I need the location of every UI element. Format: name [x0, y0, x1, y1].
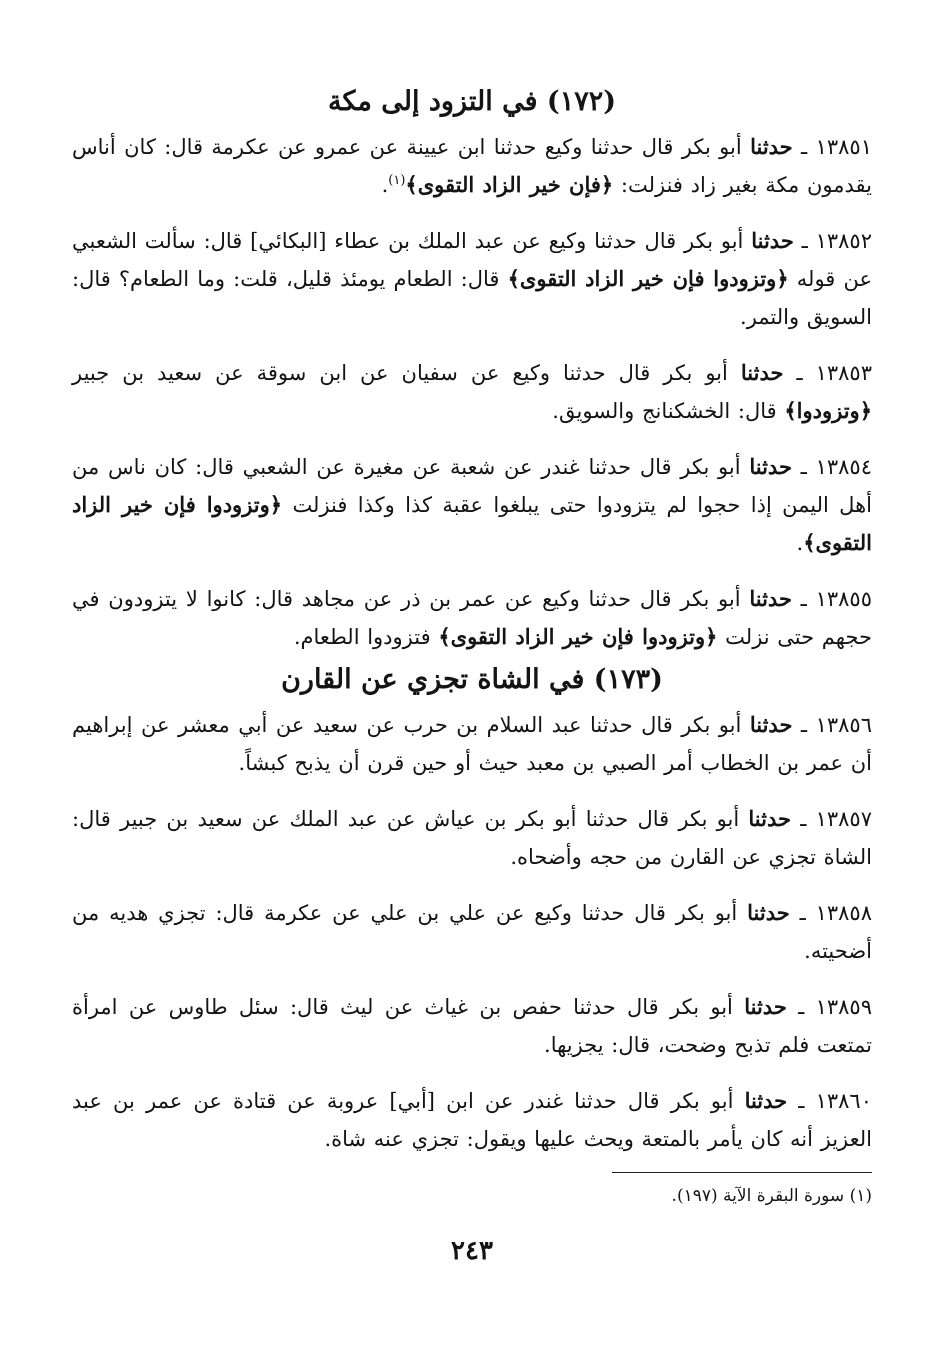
- hadith-tail: .: [381, 173, 389, 197]
- hadith-13858: ١٣٨٥٨ ـ حدثنا أبو بكر قال حدثنا وكيع عن علي بن علي عن عكرمة قال: تجزي هديه من أضحيته.: [72, 900, 872, 963]
- hadith-opening: حدثنا: [750, 134, 793, 159]
- hadith-13857: ١٣٨٥٧ ـ حدثنا أبو بكر قال حدثنا أبو بكر بن عياش عن عبد الملك عن سعيد بن جبير قال: الشاة تجزي عن القارن من حجه وأضحاه.: [72, 806, 872, 869]
- hadith-13859: ١٣٨٥٩ ـ حدثنا أبو بكر قال حدثنا حفص بن غياث عن ليث قال: سئل طاوس عن امرأة تمتعت فلم تذبح وضحت، قال: يجزيها.: [72, 994, 872, 1057]
- hadith-opening: حدثنا: [748, 806, 791, 831]
- page-number: ٢٤٣: [451, 1236, 493, 1266]
- hadith-number: ١٣٨٥٥: [815, 587, 872, 611]
- quran-quote: ﴿وتزودوا فإن خير الزاد التقوى﴾: [438, 624, 718, 649]
- hadith-number: ١٣٨٥٦: [815, 713, 872, 737]
- hadith-text: أبو بكر قال حدثنا وكيع عن سفيان عن ابن سوقة عن سعيد بن جبير: [72, 361, 728, 385]
- hadith-tail: قال: الطعام يومئذ قليل، قلت: وما الطعام؟ قال: السويق والتمر.: [72, 267, 872, 329]
- hadith-13856: ١٣٨٥٦ ـ حدثنا أبو بكر قال حدثنا عبد السلام بن حرب عن سعيد عن أبي معشر عن إبراهيم أن عمر بن الخطاب أمر الصبي بن معبد حيث أو حين قرن أن يذبح كبشاً.: [72, 712, 872, 775]
- hadith-13853: ١٣٨٥٣ ـ حدثنا أبو بكر قال حدثنا وكيع عن سفيان عن ابن سوقة عن سعيد بن جبير ﴿وتزودوا﴾ قال: الخشكنانج والسويق.: [72, 360, 872, 423]
- hadith-text: أبو بكر قال حدثنا وكيع عن عمر بن ذر عن مجاهد قال: كانوا لا يتزودون في حجهم حتى نزلت: [72, 587, 872, 649]
- hadith-number: ١٣٨٥٣: [815, 361, 872, 385]
- hadith-number: ١٣٨٥١: [815, 135, 872, 159]
- quran-quote: ﴿وتزودوا﴾: [784, 398, 872, 423]
- hadith-number: ١٣٨٥٨: [815, 901, 872, 925]
- hadith-opening: حدثنا: [751, 228, 794, 253]
- hadith-number: ١٣٨٦٠: [815, 1089, 872, 1113]
- hadith-text: أبو بكر قال حدثنا غندر عن شعبة عن مغيرة عن الشعبي قال: كان ناس من أهل اليمن إذا حجوا لم يتزودوا حتى يبلغوا عقبة كذا وكذا فنزلت: [72, 455, 872, 517]
- hadith-number: ١٣٨٥٧: [815, 807, 872, 831]
- hadith-text: أبو بكر قال حدثنا غندر عن ابن [أبي] عروبة عن قتادة عن عمر بن عبد العزيز أنه كان يأمر بالمتعة ويحث عليها ويقول: تجزي عنه شاة.: [72, 1089, 872, 1151]
- hadith-opening: حدثنا: [749, 454, 792, 479]
- hadith-text: أبو بكر قال حدثنا أبو بكر بن عياش عن عبد الملك عن سعيد بن جبير قال: الشاة تجزي عن القارن من حجه وأضحاه.: [72, 807, 872, 869]
- quran-quote: ﴿فإن خير الزاد التقوى﴾: [405, 172, 614, 197]
- hadith-opening: حدثنا: [749, 586, 792, 611]
- section-heading-172: (١٧٢) في التزود إلى مكة: [328, 86, 616, 117]
- footnote-ref: (١): [388, 173, 406, 188]
- page-body: [72, 82, 872, 1176]
- hadith-number: ١٣٨٥٢: [815, 229, 872, 253]
- quran-quote: ﴿وتزودوا فإن خير الزاد التقوى﴾: [507, 266, 789, 291]
- hadith-text: أبو بكر قال حدثنا وكيع عن عبد الملك بن عطاء [البكائي] قال: سألت الشعبي عن قوله: [72, 229, 872, 291]
- hadith-13860: ١٣٨٦٠ ـ حدثنا أبو بكر قال حدثنا غندر عن ابن [أبي] عروبة عن قتادة عن عمر بن عبد العزيز أنه كان يأمر بالمتعة ويحث عليها ويقول: تجزي عنه شاة.: [72, 1088, 872, 1151]
- hadith-number: ١٣٨٥٤: [815, 455, 872, 479]
- footnote-divider: [612, 1172, 872, 1173]
- hadith-text: أبو بكر قال حدثنا حفص بن غياث عن ليث قال: سئل طاوس عن امرأة تمتعت فلم تذبح وضحت، قال: يجزيها.: [72, 995, 872, 1057]
- hadith-tail: .: [796, 531, 804, 555]
- hadith-opening: حدثنا: [744, 994, 787, 1019]
- hadith-text: أبو بكر قال حدثنا عبد السلام بن حرب عن سعيد عن أبي معشر عن إبراهيم أن عمر بن الخطاب أمر الصبي بن معبد حيث أو حين قرن أن يذبح كبشاً.: [72, 713, 872, 775]
- hadith-13854: ١٣٨٥٤ ـ حدثنا أبو بكر قال حدثنا غندر عن شعبة عن مغيرة عن الشعبي قال: كان ناس من أهل اليمن إذا حجوا لم يتزودوا حتى يبلغوا عقبة كذا وكذا فنزلت ﴿وتزودوا فإن خير الزاد التقوى﴾.: [72, 454, 872, 555]
- hadith-13852: ١٣٨٥٢ ـ حدثنا أبو بكر قال حدثنا وكيع عن عبد الملك بن عطاء [البكائي] قال: سألت الشعبي عن قوله ﴿وتزودوا فإن خير الزاد التقوى﴾ قال: الطعام يومئذ قليل، قلت: وما الطعام؟ قال: السويق والتمر.: [72, 228, 872, 329]
- hadith-opening: حدثنا: [740, 360, 784, 385]
- hadith-opening: حدثنا: [749, 712, 793, 737]
- hadith-text: أبو بكر قال حدثنا وكيع حدثنا ابن عيينة عن عمرو عن عكرمة قال: كان أناس يقدمون مكة بغير زاد فنزلت:: [72, 135, 872, 197]
- hadith-opening: حدثنا: [744, 1088, 788, 1113]
- hadith-text: أبو بكر قال حدثنا وكيع عن علي بن علي عن عكرمة قال: تجزي هديه من أضحيته.: [72, 901, 872, 963]
- footnote: (١) سورة البقرة الآية (١٩٧).: [671, 1186, 872, 1206]
- hadith-tail: قال: الخشكنانج والسويق.: [552, 399, 777, 423]
- hadith-tail: فتزودوا الطعام.: [293, 625, 431, 649]
- quran-quote: ﴿وتزودوا فإن خير الزاد التقوى﴾: [72, 492, 872, 555]
- hadith-13851: ١٣٨٥١ ـ حدثنا أبو بكر قال حدثنا وكيع حدثنا ابن عيينة عن عمرو عن عكرمة قال: كان أناس يقدمون مكة بغير زاد فنزلت: ﴿فإن خير الزاد التقوى﴾$^{(١)}$.: [72, 134, 872, 197]
- hadith-13855: ١٣٨٥٥ ـ حدثنا أبو بكر قال حدثنا وكيع عن عمر بن ذر عن مجاهد قال: كانوا لا يتزودون في حجهم حتى نزلت ﴿وتزودوا فإن خير الزاد التقوى﴾ فتزودوا الطعام.: [72, 586, 872, 649]
- hadith-opening: حدثنا: [747, 900, 790, 925]
- section-heading-173: (١٧٣) في الشاة تجزي عن القارن: [281, 664, 663, 695]
- hadith-number: ١٣٨٥٩: [815, 995, 872, 1019]
